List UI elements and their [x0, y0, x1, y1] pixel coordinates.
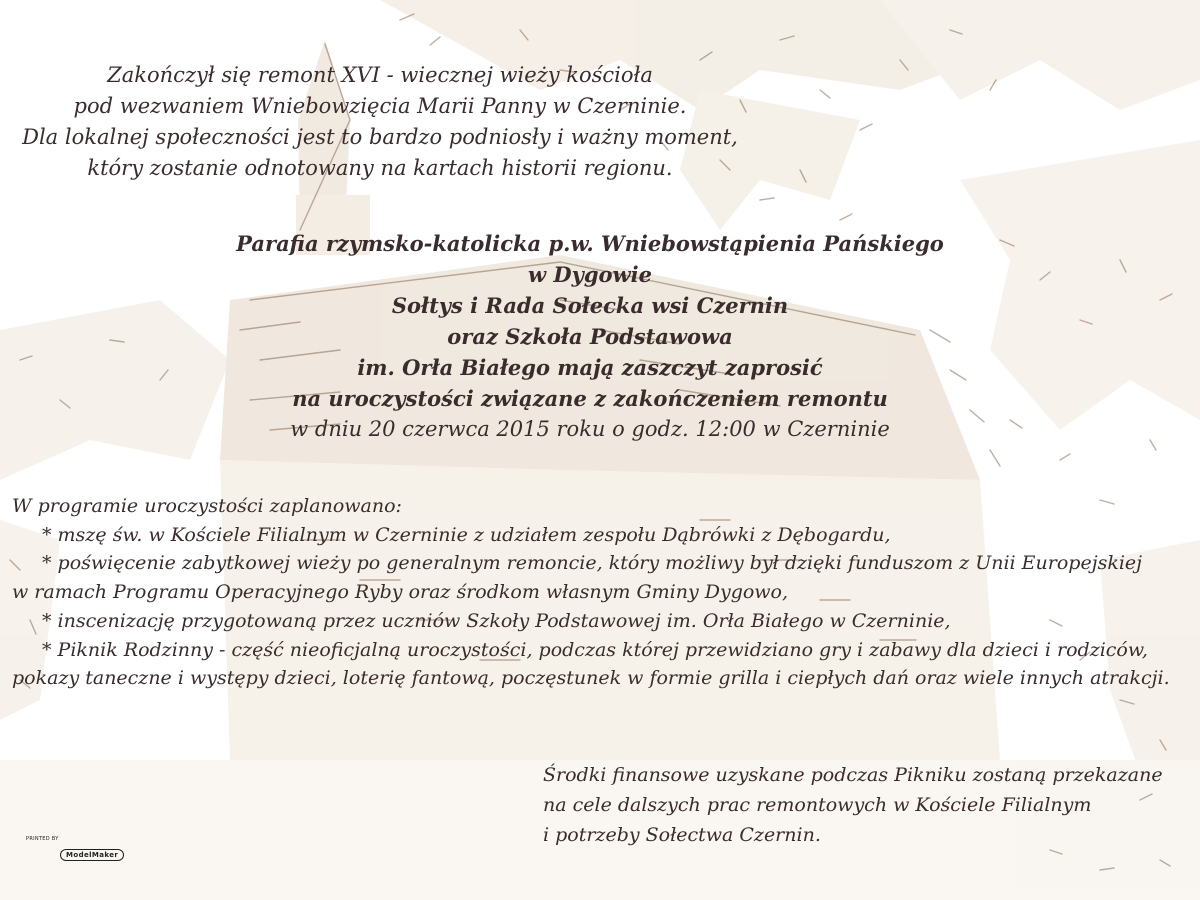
closing-line: i potrzeby Sołectwa Czernin.: [543, 824, 821, 846]
invitation-line: Parafia rzymsko-katolicka p.w. Wniebowstąpienia Pańskiego: [236, 231, 944, 256]
program-item: * mszę św. w Kościele Filialnym w Czerninie z udziałem zespołu Dąbrówki z Dębogardu,: [42, 523, 891, 546]
intro-line: który zostanie odnotowany na kartach historii regionu.: [87, 156, 673, 180]
invitation-block: [0, 228, 1180, 445]
closing-note: [543, 760, 1193, 850]
closing-line: na cele dalszych prac remontowych w Kościele Filialnym: [543, 794, 1092, 816]
invitation-line: Sołtys i Rada Sołecka wsi Czernin: [391, 293, 789, 318]
printer-credit: [26, 836, 124, 861]
event-date-line: w dniu 20 czerwca 2015 roku o godz. 12:00 w Czerninie: [290, 417, 890, 441]
intro-line: Dla lokalnej społeczności jest to bardzo podniosły i ważny moment,: [22, 125, 738, 149]
printed-by-label: PRINTED BY: [26, 836, 59, 842]
program-section: [12, 492, 1192, 693]
invitation-line: im. Orła Białego mają zaszczyt zaprosić: [357, 355, 823, 380]
intro-line: pod wezwaniem Wniebowzięcia Marii Panny w Czerninie.: [73, 94, 687, 118]
closing-line: Środki finansowe uzyskane podczas Pikniku zostaną przekazane: [543, 764, 1163, 786]
program-item-continuation: w ramach Programu Operacyjnego Ryby oraz środkom własnym Gminy Dygowo,: [12, 581, 789, 604]
invitation-line: oraz Szkoła Podstawowa: [447, 324, 733, 349]
invitation-line: w Dygowie: [528, 262, 652, 287]
invitation-line: na uroczystości związane z zakończeniem remontu: [292, 386, 888, 411]
program-item: * inscenizację przygotowaną przez uczniów Szkoły Podstawowej im. Orła Białego w Czerninie,: [42, 609, 951, 632]
program-item: * poświęcenie zabytkowej wieży po generalnym remoncie, który możliwy był dzięki funduszom z Unii Europejskiej: [42, 552, 1143, 575]
program-item: * Piknik Rodzinny - część nieoficjalną uroczystości, podczas której przewidziano gry i zabawy dla dzieci i rodziców,: [42, 638, 1148, 661]
program-item-continuation: pokazy taneczne i występy dzieci, loterię fantową, poczęstunek w formie grilla i ciepłych dań oraz wiele innych atrakcji.: [12, 667, 1170, 690]
intro-paragraph: [0, 60, 760, 184]
program-heading: W programie uroczystości zaplanowano:: [12, 495, 402, 517]
intro-line: Zakończył się remont XVI - wiecznej wieży kościoła: [107, 63, 653, 87]
printer-logo: ModelMaker: [60, 849, 124, 861]
